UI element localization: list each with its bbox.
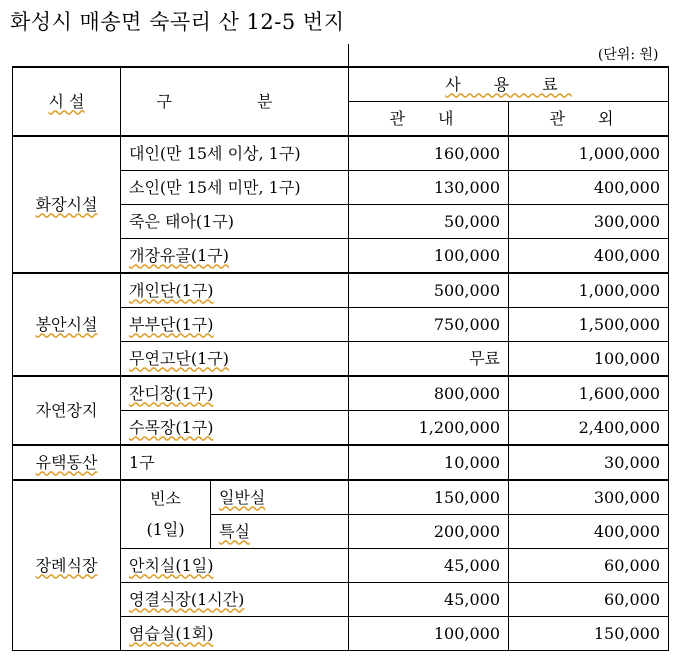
header-category: 구 분 (121, 67, 349, 136)
row-label: 잔디장(1구) (121, 376, 349, 411)
inside-fee: 200,000 (349, 515, 509, 549)
inside-fee: 130,000 (349, 171, 509, 205)
outside-fee: 300,000 (509, 205, 669, 239)
binso-cell: 빈소 (1일) (121, 480, 211, 549)
header-fee: 사 용 료 (349, 67, 669, 102)
row-label: 죽은 태아(1구) (121, 205, 349, 239)
header-outside: 관 외 (509, 102, 669, 137)
group-funeral: 장례식장 (13, 480, 121, 651)
inside-fee: 무료 (349, 342, 509, 377)
inside-fee: 45,000 (349, 583, 509, 617)
row-label: 대인(만 15세 이상, 1구) (121, 136, 349, 171)
row-label: 안치실(1일) (121, 549, 349, 583)
outside-fee: 1,600,000 (509, 376, 669, 411)
row-label: 염습실(1회) (121, 617, 349, 651)
inside-fee: 100,000 (349, 617, 509, 651)
inside-fee: 800,000 (349, 376, 509, 411)
outside-fee: 1,000,000 (509, 136, 669, 171)
row-label: 수목장(1구) (121, 411, 349, 446)
outside-fee: 2,400,000 (509, 411, 669, 446)
row-label: 무연고단(1구) (121, 342, 349, 377)
inside-fee: 50,000 (349, 205, 509, 239)
group-enshrine: 봉안시설 (13, 273, 121, 376)
outside-fee: 400,000 (509, 515, 669, 549)
page-title: 화성시 매송면 숙곡리 산 12-5 번지 (10, 10, 345, 34)
row-label: 개장유골(1구) (121, 239, 349, 274)
outside-fee: 300,000 (509, 480, 669, 515)
row-label: 1구 (121, 445, 349, 480)
row-label: 영결식장(1시간) (121, 583, 349, 617)
outside-fee: 1,000,000 (509, 273, 669, 308)
outside-fee: 400,000 (509, 171, 669, 205)
outside-fee: 100,000 (509, 342, 669, 377)
group-cremation: 화장시설 (13, 136, 121, 273)
outside-fee: 60,000 (509, 583, 669, 617)
outside-fee: 30,000 (509, 445, 669, 480)
outside-fee: 400,000 (509, 239, 669, 274)
inside-fee: 10,000 (349, 445, 509, 480)
fee-table (12, 44, 669, 651)
inside-fee: 100,000 (349, 239, 509, 274)
row-label: 일반실 (211, 480, 349, 515)
group-natural: 자연장지 (13, 376, 121, 445)
inside-fee: 750,000 (349, 308, 509, 342)
header-inside: 관 내 (349, 102, 509, 137)
inside-fee: 45,000 (349, 549, 509, 583)
inside-fee: 150,000 (349, 480, 509, 515)
inside-fee: 160,000 (349, 136, 509, 171)
row-label: 부부단(1구) (121, 308, 349, 342)
row-label: 개인단(1구) (121, 273, 349, 308)
outside-fee: 150,000 (509, 617, 669, 651)
outside-fee: 60,000 (509, 549, 669, 583)
inside-fee: 1,200,000 (349, 411, 509, 446)
outside-fee: 1,500,000 (509, 308, 669, 342)
group-yutaek: 유택동산 (13, 445, 121, 480)
unit-label: (단위: 원) (349, 44, 669, 67)
row-label: 특실 (211, 515, 349, 549)
row-label: 소인(만 15세 미만, 1구) (121, 171, 349, 205)
header-facility: 시 설 (13, 67, 121, 136)
inside-fee: 500,000 (349, 273, 509, 308)
